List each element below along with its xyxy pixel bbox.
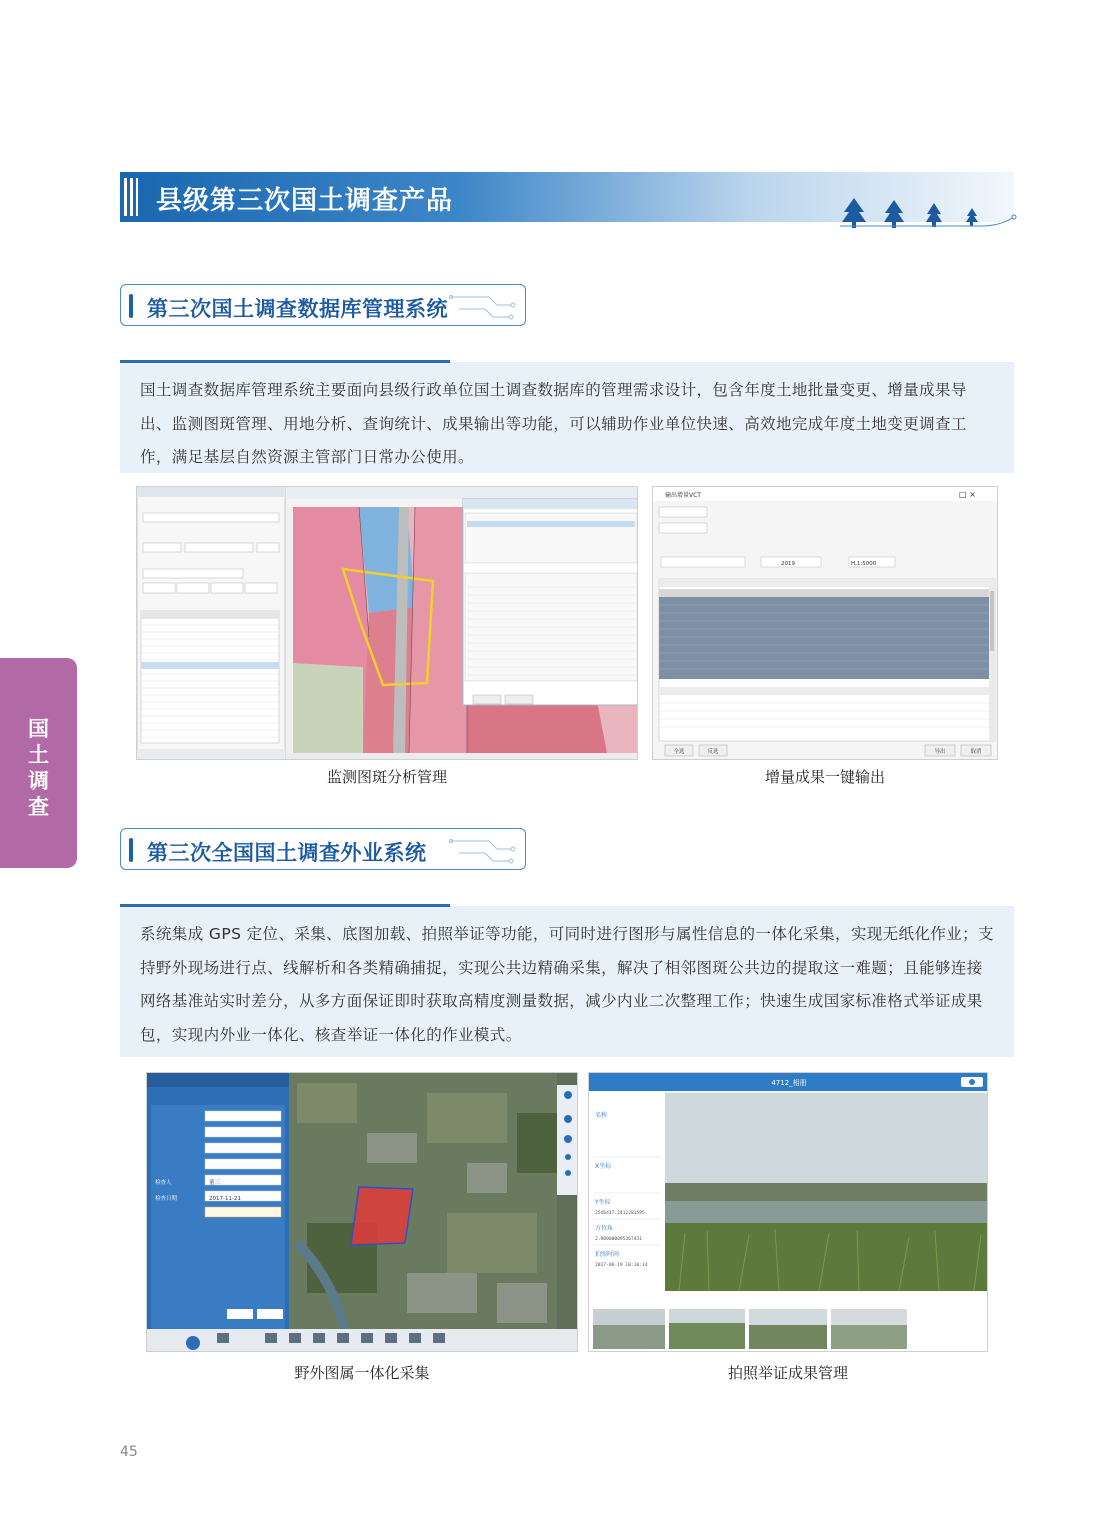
side-tab [0, 658, 77, 868]
banner-bars-decoration [124, 178, 144, 216]
photo-evidence-screenshot [589, 1073, 988, 1352]
section-2-title [120, 828, 526, 870]
field-form-label-1: 检查日期 [155, 1196, 178, 1202]
trees-decoration-icon [840, 196, 1020, 232]
description-top-line [120, 360, 450, 363]
vct-year-value: 2019 [781, 561, 795, 567]
figure-vct-export [652, 486, 998, 760]
section-1-title [120, 284, 526, 326]
section-1-title-text: 第三次国土调查数据库管理系统 [147, 297, 448, 321]
svg-text:□ ×: □ × [959, 490, 976, 499]
photo-field-label-3: 方位角 [595, 1225, 614, 1232]
photo-field-value-3: 2.900000095367431 [595, 1237, 643, 1242]
section-2-title-text: 第三次全国国土调查外业系统 [147, 841, 427, 865]
section-2-description [120, 906, 1014, 1057]
figure-field-collection [146, 1072, 578, 1352]
vct-export-screenshot [653, 487, 998, 760]
side-tab-text: 国土调查 [28, 717, 49, 819]
field-form-value-1: 2017-11-21 [209, 1196, 241, 1202]
circuit-decoration-icon [449, 833, 519, 867]
page-title: 县级第三次国土调查产品 [156, 186, 454, 216]
vct-select-all-button[interactable]: 全选 [673, 749, 685, 755]
side-tab-label [0, 716, 77, 820]
vct-invert-button[interactable]: 反选 [707, 749, 719, 755]
vct-export-button[interactable]: 导出 [934, 749, 946, 755]
vct-window-title: 输出增量VCT [665, 492, 701, 499]
figure-photo-evidence [588, 1072, 988, 1352]
vct-cancel-button[interactable]: 取消 [970, 749, 982, 755]
photo-field-value-2: 2546417.2412281595 [595, 1211, 645, 1216]
circuit-decoration-icon [449, 289, 519, 323]
description-top-line [120, 904, 450, 907]
monitoring-map-screenshot [137, 487, 638, 760]
field-form-value-0: 董三 [209, 1180, 221, 1186]
figure-monitoring-map [136, 486, 638, 760]
title-accent-bar [129, 294, 133, 318]
vct-scale-value: H,1:5000 [851, 561, 877, 567]
photo-field-value-4: 2017-06-19 10:10:14 [595, 1263, 648, 1268]
caption-field-collection: 野外图属一体化采集 [294, 1364, 430, 1382]
section-1-description [120, 362, 1014, 473]
title-accent-bar [129, 838, 133, 862]
field-collection-screenshot [147, 1073, 578, 1352]
caption-photo-evidence: 拍照举证成果管理 [727, 1364, 848, 1382]
caption-monitoring-map: 监测图斑分析管理 [326, 768, 447, 786]
photo-field-label-0: 名称 [595, 1112, 608, 1119]
photo-field-label-1: X坐标 [595, 1163, 612, 1170]
section-1-paragraph: 国土调查数据库管理系统主要面向县级行政单位国土调查数据库的管理需求设计，包含年度土地批量变更、增量成果导出、监测图斑管理、用地分析、查询统计、成果输出等功能，可以辅助作业单位快速、高效地完成年度土地变更调查工作，满足基层自然资源主管部门日常办公使用。 [140, 381, 967, 466]
caption-vct-export: 增量成果一键输出 [764, 768, 885, 786]
photo-field-label-2: Y坐标 [595, 1199, 611, 1206]
photo-field-label-4: 拍照时间 [595, 1251, 620, 1258]
section-2-paragraph: 系统集成 GPS 定位、采集、底图加载、拍照举证等功能，可同时进行图形与属性信息的一体化采集，实现无纸化作业；支持野外现场进行点、线解析和各类精确捕捉，实现公共边精确采集，解决了相邻图斑公共边的提取这一难题；且能够连接网络基准站实时差分，从多方面保证即时获取高精度测量数据，减少内业二次整理工作；快速生成国家标准格式举证成果包，实现内外业一体化、核查举证一体化的作业模式。 [140, 925, 994, 1044]
field-form-label-0: 检查人 [155, 1180, 172, 1186]
page-number: 45 [120, 1444, 138, 1460]
photo-album-title: 4712_相册 [771, 1079, 807, 1087]
